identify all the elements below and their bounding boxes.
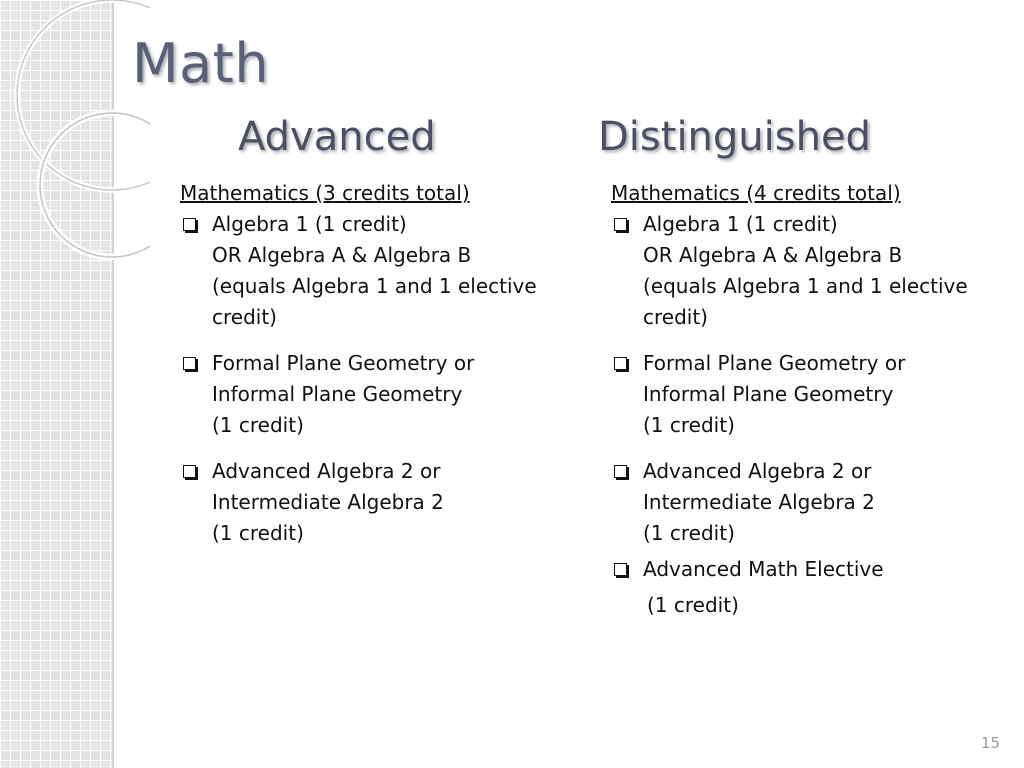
- distinguished-heading: Distinguished: [598, 114, 871, 160]
- list-item: Advanced Algebra 2 or Intermediate Algebra 2 (1 credit): [180, 456, 560, 549]
- decorative-rings: [0, 0, 150, 260]
- list-item: Advanced Math Elective: [611, 554, 991, 585]
- list-item: Advanced Algebra 2 or Intermediate Algebra 2 (1 credit): [611, 456, 991, 549]
- list-item: Formal Plane Geometry or Informal Plane Geometry (1 credit): [611, 348, 991, 441]
- list-item: Algebra 1 (1 credit) OR Algebra A & Algebra B (equals Algebra 1 and 1 elective credit): [180, 209, 560, 333]
- advanced-requirements-list: [180, 209, 560, 549]
- slide-title: Math: [132, 32, 270, 95]
- list-item: Algebra 1 (1 credit) OR Algebra A & Algebra B (equals Algebra 1 and 1 elective credit): [611, 209, 991, 333]
- checkbox-icon: [183, 357, 196, 370]
- advanced-heading: Advanced: [238, 114, 436, 160]
- elective-credit-note: (1 credit): [647, 593, 739, 617]
- checkbox-icon: [614, 357, 627, 370]
- distinguished-caption: Mathematics (4 credits total): [611, 181, 901, 205]
- list-item: Formal Plane Geometry or Informal Plane Geometry (1 credit): [180, 348, 560, 441]
- checkbox-icon: [614, 218, 627, 231]
- checkbox-icon: [614, 563, 627, 576]
- checkbox-icon: [614, 465, 627, 478]
- checkbox-icon: [183, 218, 196, 231]
- advanced-column: [180, 178, 560, 564]
- checkbox-icon: [183, 465, 196, 478]
- slide-number: 15: [980, 734, 1000, 752]
- distinguished-column: [611, 178, 991, 621]
- distinguished-requirements-list: [611, 209, 991, 585]
- advanced-caption: Mathematics (3 credits total): [180, 181, 470, 205]
